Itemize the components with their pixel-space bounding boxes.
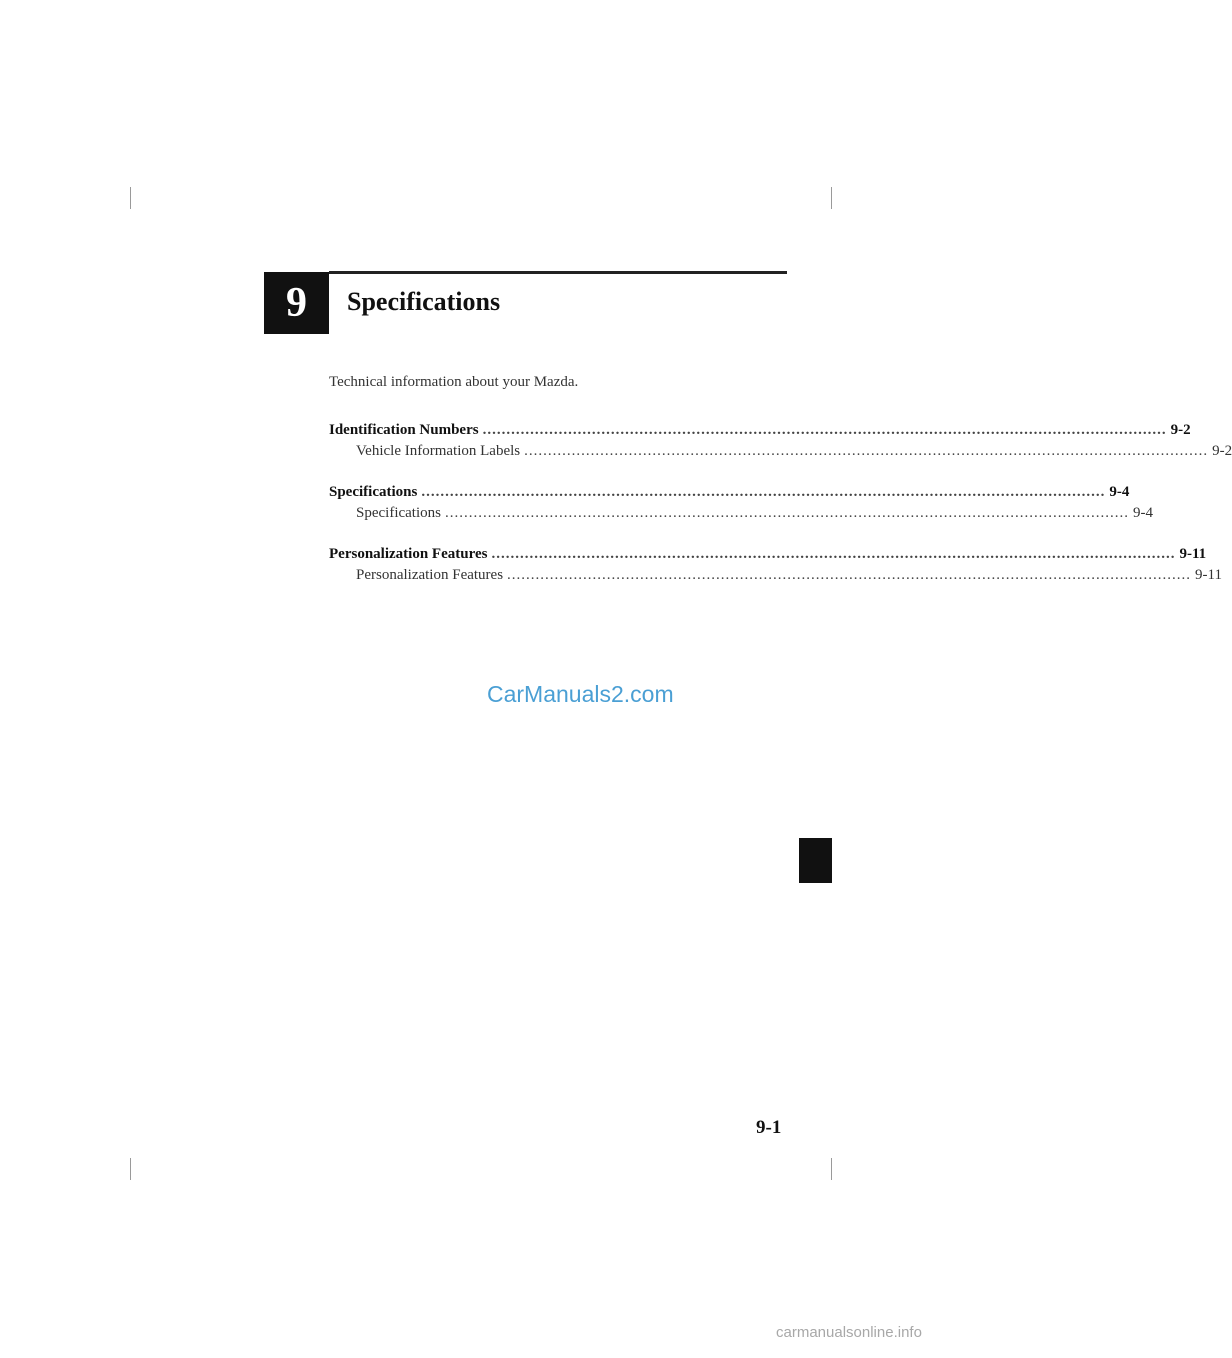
- crop-mark-bottom-right: [831, 1158, 832, 1180]
- toc-leader-dots: ................................................................................................................................................: [524, 443, 1209, 459]
- crop-mark-top-right: [831, 187, 832, 209]
- toc-section-personalization-features: [329, 544, 1222, 586]
- toc-subentry-title: Vehicle Information Labels: [356, 443, 521, 459]
- toc-section-identification-numbers: [329, 420, 1232, 462]
- toc-subentry-title: Specifications: [356, 505, 441, 521]
- toc-entry-page: 9-11: [1179, 546, 1207, 562]
- toc-subentry[interactable]: [329, 565, 1222, 586]
- toc-entry-title: Specifications: [329, 484, 418, 500]
- chapter-title: Specifications: [347, 287, 501, 316]
- crop-mark-bottom-left: [130, 1158, 131, 1180]
- chapter-number: 9: [286, 280, 307, 326]
- chapter-header-rule: [329, 271, 787, 274]
- chapter-side-tab: [799, 838, 832, 883]
- page-number: 9-1: [756, 1117, 782, 1138]
- toc-subentry-page: 9-2: [1212, 443, 1232, 459]
- toc-leader-dots: ................................................................................................................................................: [444, 505, 1129, 521]
- toc-entry-page: 9-2: [1170, 422, 1191, 438]
- toc-entry-title: Identification Numbers: [329, 422, 479, 438]
- toc-entry[interactable]: [329, 544, 1207, 565]
- toc-leader-dots: ................................................................................................................................................: [482, 422, 1167, 438]
- toc-subentry-page: 9-4: [1132, 505, 1153, 521]
- toc-subentry-page: 9-11: [1195, 567, 1222, 583]
- watermark-logo: CarManuals2.com: [487, 681, 674, 707]
- toc-entry[interactable]: [329, 482, 1130, 503]
- crop-mark-top-left: [130, 187, 131, 209]
- toc-subentry[interactable]: [329, 503, 1153, 524]
- footer-watermark: carmanualsonline.info: [776, 1324, 922, 1341]
- toc-section-specifications: [329, 482, 1153, 524]
- toc-leader-dots: ................................................................................................................................................: [507, 567, 1192, 583]
- toc-subentry[interactable]: [329, 441, 1232, 462]
- toc-leader-dots: ................................................................................................................................................: [421, 484, 1106, 500]
- table-of-contents: [329, 420, 1232, 606]
- toc-entry-title: Personalization Features: [329, 546, 488, 562]
- chapter-number-block: [264, 272, 329, 334]
- toc-subentry-title: Personalization Features: [356, 567, 504, 583]
- toc-leader-dots: ................................................................................................................................................: [491, 546, 1176, 562]
- chapter-intro: Technical information about your Mazda.: [329, 374, 579, 390]
- toc-entry[interactable]: [329, 420, 1191, 441]
- toc-entry-page: 9-4: [1109, 484, 1130, 500]
